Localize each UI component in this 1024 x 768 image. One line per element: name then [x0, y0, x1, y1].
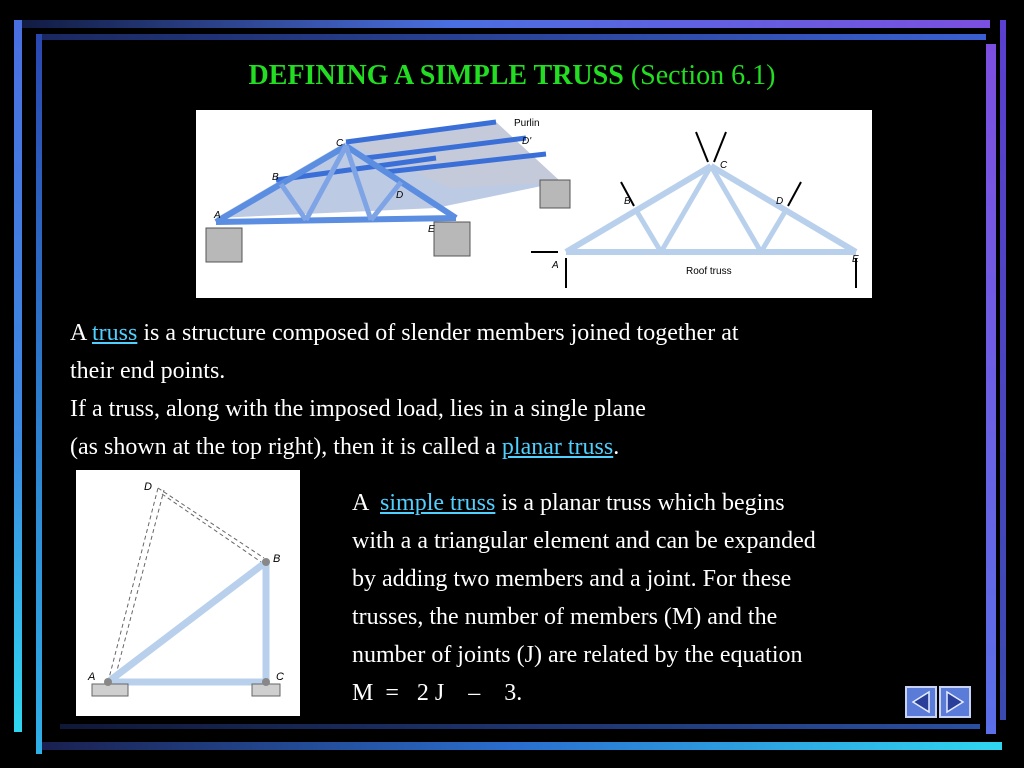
svg-text:B: B — [273, 553, 281, 565]
frame-left-bar — [14, 20, 22, 732]
svg-text:E: E — [852, 254, 859, 265]
para2-line4: trusses, the number of members (M) and the — [352, 604, 778, 630]
para2-line3: by adding two members and a joint. For these — [352, 566, 792, 592]
frame-right-bar-outer — [1000, 20, 1006, 720]
para1-line4: (as shown at the top right), then it is called a planar truss. — [70, 434, 620, 460]
svg-text:D: D — [144, 481, 152, 493]
svg-text:D: D — [396, 190, 404, 201]
para1-line3: If a truss, along with the imposed load, lies in a single plane — [70, 396, 646, 422]
simple-truss-drawing — [76, 470, 300, 716]
svg-text:A: A — [552, 260, 559, 271]
truss-definition — [70, 314, 970, 466]
roof-truss-drawing — [196, 110, 872, 298]
svg-text:C: C — [720, 160, 728, 171]
simple-truss-figure — [76, 470, 300, 716]
svg-text:A: A — [214, 210, 221, 221]
next-slide-button[interactable] — [939, 686, 971, 718]
roof-truss-figure — [196, 110, 872, 298]
prev-slide-button[interactable] — [905, 686, 937, 718]
frame-top-bar-inner — [36, 34, 986, 40]
simple-truss-definition — [352, 484, 972, 712]
frame-top-bar — [14, 20, 990, 28]
svg-text:C: C — [336, 138, 344, 149]
frame-bottom-bar-inner — [60, 724, 980, 729]
frame-right-bar — [986, 44, 996, 734]
para2-equation: M = 2 J – 3. — [352, 680, 523, 706]
simple-truss-link[interactable]: simple truss — [380, 490, 496, 516]
title-main: DEFINING A SIMPLE TRUSS — [248, 60, 624, 91]
para2-line5: number of joints (J) are related by the equation — [352, 642, 803, 668]
svg-text:A: A — [88, 671, 96, 683]
svg-text:C: C — [276, 671, 284, 683]
title-section: (Section 6.1) — [630, 60, 776, 91]
frame-left-bar-inner — [36, 34, 42, 754]
planar-truss-link[interactable]: planar truss — [501, 434, 614, 460]
svg-text:Roof truss: Roof truss — [686, 266, 732, 277]
svg-text:D: D — [776, 196, 784, 207]
svg-text:E: E — [428, 224, 435, 235]
svg-text:B: B — [272, 172, 279, 183]
para1-line2: their end points. — [70, 358, 226, 384]
svg-text:B: B — [624, 196, 631, 207]
slide-title — [0, 60, 1024, 92]
triangle-right-icon — [941, 688, 969, 716]
frame-bottom-bar — [42, 742, 1002, 750]
triangle-left-icon — [907, 688, 935, 716]
para1-line1: A truss is a structure composed of slender members joined together at — [70, 320, 739, 346]
para2-line1: A simple truss is a planar truss which begins — [352, 490, 785, 516]
para2-line2: with a a triangular element and can be expanded — [352, 528, 816, 554]
svg-text:D': D' — [522, 136, 532, 147]
svg-text:Purlin: Purlin — [514, 118, 540, 129]
truss-link[interactable]: truss — [92, 320, 138, 346]
